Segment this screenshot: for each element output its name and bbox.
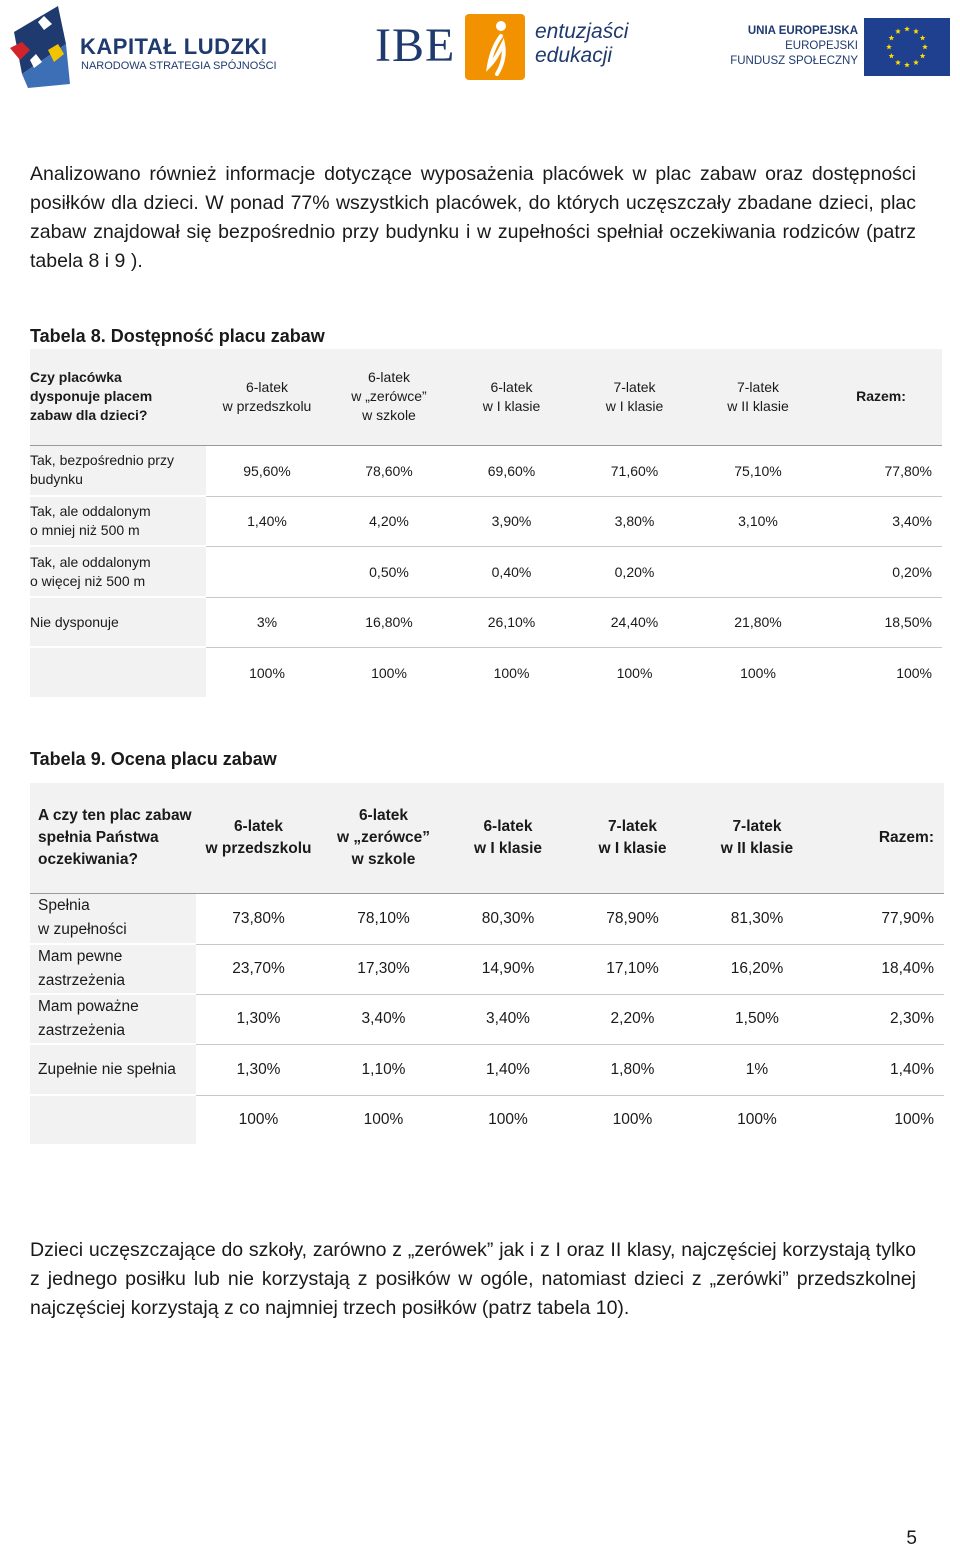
- table9-header-col4: 7-latek w I klasie: [570, 783, 695, 893]
- cell: 71,60%: [573, 445, 696, 496]
- cell: 100%: [249, 664, 285, 681]
- ibe-slogan: [535, 20, 628, 68]
- eu-line1: UNIA EUROPEJSKA: [747, 25, 858, 37]
- cell: 73,80%: [196, 893, 321, 944]
- cell: 1,30%: [196, 1044, 321, 1095]
- cell-total: 2,30%: [819, 994, 944, 1044]
- cell: 4,20%: [328, 496, 450, 546]
- cell: 81,30%: [695, 893, 819, 944]
- cell: 80,30%: [446, 893, 570, 944]
- table8-header-col1: 6-latek w przedszkolu: [206, 349, 328, 445]
- cell: 26,10%: [450, 597, 573, 647]
- cell: 100%: [737, 1111, 777, 1129]
- cell-total: 100%: [896, 664, 932, 681]
- cell-total: 77,90%: [819, 893, 944, 944]
- table9-header-col1: 6-latek w przedszkolu: [196, 783, 321, 893]
- cell: 0,50%: [328, 546, 450, 597]
- ibe-slogan-line1: entuzjaści: [535, 20, 629, 43]
- table-row: [30, 546, 942, 597]
- cell: 100%: [238, 1111, 279, 1129]
- row-label: Nie dysponuje: [30, 597, 206, 647]
- table8: [30, 349, 942, 699]
- cell: 75,10%: [696, 445, 820, 496]
- cell: 3,40%: [321, 994, 446, 1044]
- cell: 3,40%: [446, 994, 570, 1044]
- cell-total: 0,20%: [820, 546, 942, 597]
- table-row: [30, 597, 942, 647]
- table8-header-col3: 6-latek w I klasie: [450, 349, 573, 445]
- cell: 100%: [363, 1111, 404, 1129]
- row-label: [30, 1095, 196, 1145]
- row-label: Mam pewne zastrzeżenia: [30, 944, 196, 994]
- table-row: [30, 496, 942, 546]
- row-label: Tak, bezpośrednio przy budynku: [30, 445, 206, 496]
- cell: 2,20%: [570, 994, 695, 1044]
- row-label: Tak, ale oddalonym o więcej niż 500 m: [30, 546, 206, 597]
- row-label: Zupełnie nie spełnia: [30, 1044, 196, 1095]
- table-row-total: [30, 647, 942, 698]
- row-label: [30, 647, 206, 698]
- table8-header-col4: 7-latek w I klasie: [573, 349, 696, 445]
- cell: 21,80%: [696, 597, 820, 647]
- cell: 1%: [695, 1044, 819, 1095]
- table8-header-col2: 6-latek w „zerówce” w szkole: [328, 349, 450, 445]
- ibe-wordmark: IBE: [375, 19, 456, 72]
- table9-header-col5: 7-latek w II klasie: [695, 783, 819, 893]
- table9-header-question: A czy ten plac zabaw spełnia Państwa oczekiwania?: [30, 783, 196, 893]
- table8-header-row: [30, 349, 942, 445]
- cell: 3,10%: [696, 496, 820, 546]
- cell: 95,60%: [206, 445, 328, 496]
- cell-total: 18,40%: [819, 944, 944, 994]
- cell: 69,60%: [450, 445, 573, 496]
- table9-header-total: Razem:: [819, 783, 944, 893]
- table8-header-question: Czy placówka dysponuje placem zabaw dla dzieci?: [30, 349, 206, 445]
- kapital-ludzki-logo: [8, 4, 283, 90]
- cell: 100%: [616, 664, 653, 681]
- eu-logo: [730, 18, 955, 78]
- cell: 78,90%: [570, 893, 695, 944]
- cell: 78,10%: [321, 893, 446, 944]
- eu-line2: EUROPEJSKI: [785, 40, 858, 52]
- cell: 1,30%: [196, 994, 321, 1044]
- cell-total: 77,80%: [820, 445, 942, 496]
- table9-header-col2: 6-latek w „zerówce” w szkole: [321, 783, 446, 893]
- table8-caption: Tabela 8. Dostępność placu zabaw: [30, 326, 325, 346]
- table-row-total: [30, 1095, 944, 1145]
- cell: 3,80%: [573, 496, 696, 546]
- cell: 100%: [612, 1111, 653, 1129]
- page-header: [0, 0, 960, 100]
- ibe-figure-icon: [465, 14, 525, 80]
- kapital-ludzki-emblem-icon: [8, 4, 74, 90]
- table-row: [30, 893, 944, 944]
- table9: [30, 783, 944, 1146]
- cell: 100%: [493, 664, 530, 681]
- table-row: [30, 445, 942, 496]
- cell: 1,50%: [695, 994, 819, 1044]
- cell: 16,20%: [695, 944, 819, 994]
- eu-line3: FUNDUSZ SPOŁECZNY: [730, 55, 858, 67]
- table-row: [30, 1044, 944, 1095]
- cell: 23,70%: [196, 944, 321, 994]
- cell: 78,60%: [328, 445, 450, 496]
- cell: 1,40%: [206, 496, 328, 546]
- table9-caption: Tabela 9. Ocena placu zabaw: [30, 749, 277, 769]
- cell: 1,40%: [446, 1044, 570, 1095]
- cell: 100%: [740, 664, 776, 681]
- page-number: 5: [906, 1528, 917, 1549]
- cell: [206, 546, 328, 597]
- table9-header-col3: 6-latek w I klasie: [446, 783, 570, 893]
- cell: 17,10%: [570, 944, 695, 994]
- ibe-logo: [375, 14, 645, 94]
- ibe-slogan-line2: edukacji: [535, 44, 613, 67]
- cell: 3,90%: [450, 496, 573, 546]
- row-label: Mam poważne zastrzeżenia: [30, 994, 196, 1044]
- table9-header-row: [30, 783, 944, 893]
- cell: 16,80%: [328, 597, 450, 647]
- cell: 3%: [206, 597, 328, 647]
- cell: 100%: [488, 1111, 528, 1129]
- cell: 0,40%: [450, 546, 573, 597]
- cell: 14,90%: [446, 944, 570, 994]
- row-label: Tak, ale oddalonym o mniej niż 500 m: [30, 496, 206, 546]
- eu-text: [730, 24, 858, 69]
- cell-total: 3,40%: [820, 496, 942, 546]
- cell: 0,20%: [573, 546, 696, 597]
- table8-header-total: Razem:: [820, 349, 942, 445]
- eu-flag-icon: [864, 18, 950, 76]
- cell: 1,10%: [321, 1044, 446, 1095]
- cell-total: 1,40%: [819, 1044, 944, 1095]
- kapital-ludzki-title: KAPITAŁ LUDZKI: [80, 34, 268, 59]
- cell-total: 18,50%: [820, 597, 942, 647]
- cell: 100%: [371, 664, 407, 681]
- table-row: [30, 994, 944, 1044]
- cell: 24,40%: [573, 597, 696, 647]
- cell: 1,80%: [570, 1044, 695, 1095]
- table8-header-col5: 7-latek w II klasie: [696, 349, 820, 445]
- cell: 17,30%: [321, 944, 446, 994]
- intro-paragraph: Analizowano również informacje dotyczące wyposażenia placówek w plac zabaw oraz dostępności posiłków dla dzieci. W ponad 77% wszystkich placówek, do których uczęszczały zbadane dzieci, plac zabaw znajdował się bezpośrednio przy budynku i w zupełności spełniał oczekiwania rodziców (patrz tabela 8 i 9 ).: [30, 163, 916, 272]
- closing-paragraph: Dzieci uczęszczające do szkoły, zarówno z „zerówek” jak i z I oraz II klasy, najczęściej korzystają tylko z jednego posiłku lub nie korzystają z posiłków w ogóle, natomiast dzieci z „zerówki” przedszkolnej najczęściej korzystają z co najmniej trzech posiłków (patrz tabela 10).: [30, 1239, 916, 1319]
- table-row: [30, 944, 944, 994]
- row-label: Spełnia w zupełności: [30, 893, 196, 944]
- kapital-ludzki-subtitle: NARODOWA STRATEGIA SPÓJNOŚCI: [81, 60, 277, 72]
- cell-total: 100%: [894, 1111, 934, 1129]
- cell: [696, 546, 820, 597]
